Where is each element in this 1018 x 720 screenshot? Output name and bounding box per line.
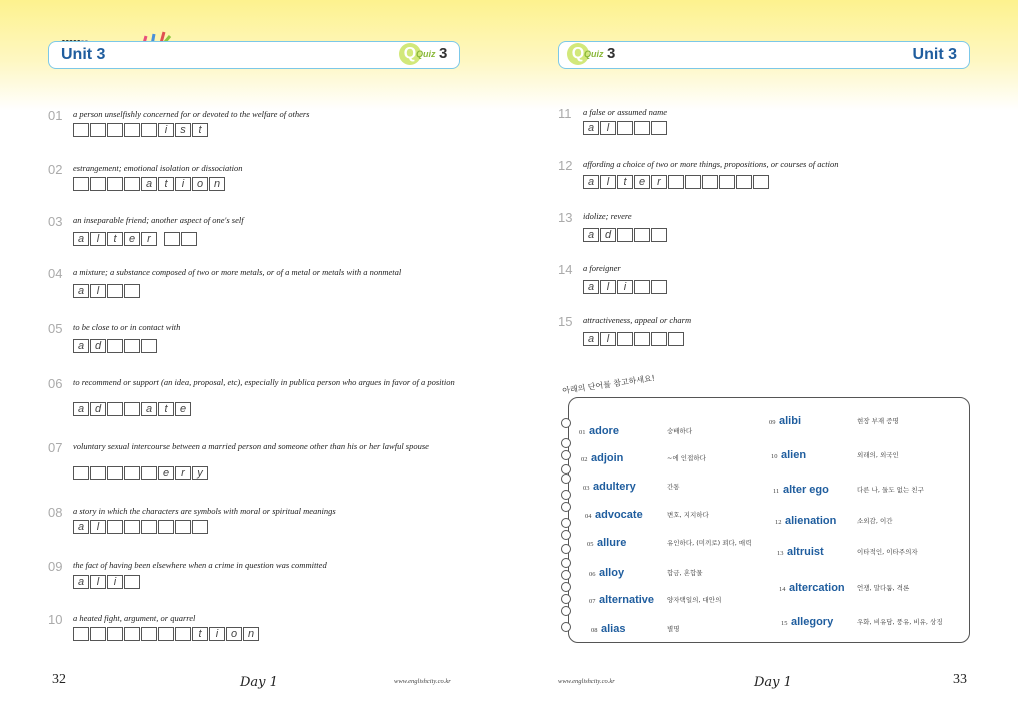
answer-letter-box: e bbox=[634, 175, 650, 189]
binder-ring bbox=[561, 490, 571, 500]
word-meaning: 간통 bbox=[667, 483, 680, 491]
question-definition: voluntary sexual intercourse between a married person and someone other than his or her lawful spouse bbox=[73, 441, 429, 451]
answer-blank-box[interactable] bbox=[90, 466, 106, 480]
question-number: 13 bbox=[558, 210, 573, 225]
answer-blank-box[interactable] bbox=[141, 123, 157, 137]
answer-letter-box: i bbox=[107, 575, 123, 589]
word-term: alias bbox=[601, 623, 626, 635]
question-definition: to recommend or support (an idea, proposal, etc), especially in publica person who argues in favor of a position bbox=[73, 377, 455, 387]
question-number: 10 bbox=[48, 612, 63, 627]
quiz-q-icon: Q bbox=[399, 43, 421, 65]
answer-letter-box: e bbox=[124, 232, 140, 246]
word-reference-note: 아래의 단어를 참고하세요! bbox=[561, 373, 656, 396]
answer-blank-box[interactable] bbox=[73, 177, 89, 191]
answer-letter-box: n bbox=[209, 177, 225, 191]
answer-blank-box[interactable] bbox=[90, 627, 106, 641]
question-number: 12 bbox=[558, 158, 573, 173]
word-number: 04 bbox=[585, 513, 592, 520]
word-meaning: 현장 부재 증명 bbox=[857, 417, 899, 425]
page-number-left: 32 bbox=[52, 672, 66, 687]
answer-blank-box[interactable] bbox=[124, 123, 140, 137]
answer-blank-box[interactable] bbox=[175, 520, 191, 534]
question-definition: an inseparable friend; another aspect of one's self bbox=[73, 215, 244, 225]
question-number: 06 bbox=[48, 376, 63, 391]
word-number: 13 bbox=[777, 550, 784, 557]
binder-ring bbox=[561, 518, 571, 528]
answer-blank-box[interactable] bbox=[634, 121, 650, 135]
answer-letter-box: t bbox=[107, 232, 123, 246]
answer-letter-box: i bbox=[175, 177, 191, 191]
answer-letter-box: a bbox=[583, 280, 599, 294]
answer-blank-box[interactable] bbox=[651, 121, 667, 135]
answer-letter-box: a bbox=[73, 520, 89, 534]
answer-letter-box: a bbox=[73, 232, 89, 246]
answer-boxes bbox=[583, 280, 668, 294]
answer-letter-box: a bbox=[73, 339, 89, 353]
answer-letter-box: l bbox=[600, 280, 616, 294]
word-meaning: 언쟁, 말다툼, 격론 bbox=[857, 584, 910, 592]
answer-blank-box[interactable] bbox=[107, 627, 123, 641]
answer-blank-box[interactable] bbox=[107, 339, 123, 353]
answer-blank-box[interactable] bbox=[634, 280, 650, 294]
word-term: altercation bbox=[789, 582, 845, 594]
answer-blank-box[interactable] bbox=[736, 175, 752, 189]
question-number: 11 bbox=[558, 106, 572, 121]
word-reference-panel bbox=[568, 397, 970, 643]
answer-blank-box[interactable] bbox=[651, 280, 667, 294]
answer-letter-box: i bbox=[209, 627, 225, 641]
answer-letter-box: a bbox=[73, 284, 89, 298]
answer-blank-box[interactable] bbox=[124, 402, 140, 416]
binder-ring bbox=[561, 544, 571, 554]
answer-letter-box: r bbox=[141, 232, 157, 246]
answer-letter-box: o bbox=[192, 177, 208, 191]
left-header-box bbox=[48, 41, 460, 69]
quiz-number: 3 bbox=[607, 45, 616, 62]
answer-blank-box[interactable] bbox=[617, 121, 633, 135]
answer-blank-box[interactable] bbox=[90, 123, 106, 137]
url-left: www.englishcity.co.kr bbox=[394, 678, 451, 685]
answer-boxes bbox=[73, 575, 141, 589]
answer-blank-box[interactable] bbox=[719, 175, 735, 189]
quiz-q-icon: Q bbox=[567, 43, 589, 65]
question-number: 05 bbox=[48, 321, 63, 336]
word-meaning: 우화, 비유담, 풍유, 비유, 상징 bbox=[857, 618, 943, 626]
answer-blank-box[interactable] bbox=[634, 332, 650, 346]
answer-letter-box: y bbox=[192, 466, 208, 480]
answer-letter-box: l bbox=[90, 232, 106, 246]
word-meaning: 변호, 지지하다 bbox=[667, 511, 709, 519]
word-term: adjoin bbox=[591, 452, 624, 464]
word-meaning: 별명 bbox=[667, 625, 680, 633]
word-number: 06 bbox=[589, 571, 596, 578]
answer-blank-box[interactable] bbox=[668, 175, 684, 189]
word-number: 10 bbox=[771, 453, 778, 460]
answer-letter-box: a bbox=[73, 575, 89, 589]
word-number: 12 bbox=[775, 519, 782, 526]
quiz-badge bbox=[399, 43, 469, 67]
page-number-right: 33 bbox=[953, 672, 967, 687]
question-definition: the fact of having been elsewhere when a crime in question was committed bbox=[73, 560, 327, 570]
answer-blank-box[interactable] bbox=[141, 339, 157, 353]
answer-letter-box: s bbox=[175, 123, 191, 137]
answer-letter-box: t bbox=[192, 627, 208, 641]
answer-letter-box: d bbox=[90, 339, 106, 353]
word-term: adultery bbox=[593, 481, 636, 493]
word-term: allure bbox=[597, 537, 627, 549]
word-number: 08 bbox=[591, 627, 598, 634]
answer-letter-box: a bbox=[141, 402, 157, 416]
answer-boxes bbox=[73, 232, 198, 246]
binder-ring bbox=[561, 438, 571, 448]
url-right: www.englishcity.co.kr bbox=[558, 678, 615, 685]
answer-blank-box[interactable] bbox=[668, 332, 684, 346]
answer-letter-box: a bbox=[583, 175, 599, 189]
word-number: 14 bbox=[779, 586, 786, 593]
answer-boxes bbox=[73, 520, 209, 534]
answer-boxes bbox=[73, 402, 192, 416]
answer-blank-box[interactable] bbox=[141, 466, 157, 480]
answer-letter-box: d bbox=[90, 402, 106, 416]
question-definition: affording a choice of two or more things, propositions, or courses of action bbox=[583, 159, 839, 169]
answer-letter-box: t bbox=[192, 123, 208, 137]
unit-label: Unit 3 bbox=[61, 46, 106, 63]
answer-blank-box[interactable] bbox=[124, 284, 140, 298]
answer-blank-box[interactable] bbox=[124, 466, 140, 480]
answer-blank-box[interactable] bbox=[651, 332, 667, 346]
answer-boxes bbox=[583, 121, 668, 135]
answer-letter-box: t bbox=[158, 402, 174, 416]
binder-ring bbox=[561, 464, 571, 474]
word-meaning: 양자택일의, 대안의 bbox=[667, 596, 722, 604]
word-term: alibi bbox=[779, 415, 802, 427]
question-number: 14 bbox=[558, 262, 573, 277]
answer-letter-box: e bbox=[175, 402, 191, 416]
question-number: 02 bbox=[48, 162, 63, 177]
binder-ring bbox=[561, 530, 571, 540]
answer-letter-box: r bbox=[175, 466, 191, 480]
word-term: alien bbox=[781, 449, 807, 461]
answer-letter-box: a bbox=[583, 332, 599, 346]
word-number: 09 bbox=[769, 419, 776, 426]
question-definition: a person unselfishly concerned for or devoted to the welfare of others bbox=[73, 109, 310, 119]
answer-letter-box: i bbox=[617, 280, 633, 294]
quiz-word: Quiz bbox=[416, 49, 436, 59]
question-definition: a mixture; a substance composed of two or more metals, or of a metal or metals with a nonmetal bbox=[73, 267, 402, 277]
answer-blank-box[interactable] bbox=[753, 175, 769, 189]
answer-blank-box[interactable] bbox=[181, 232, 197, 246]
quiz-badge bbox=[567, 43, 637, 67]
word-number: 05 bbox=[587, 541, 594, 548]
answer-blank-box[interactable] bbox=[73, 627, 89, 641]
answer-boxes bbox=[583, 175, 770, 189]
word-term: allegory bbox=[791, 616, 834, 628]
answer-boxes bbox=[73, 123, 209, 137]
binder-ring bbox=[561, 558, 571, 568]
answer-letter-box: t bbox=[158, 177, 174, 191]
answer-blank-box[interactable] bbox=[73, 123, 89, 137]
answer-blank-box[interactable] bbox=[141, 627, 157, 641]
quiz-number: 3 bbox=[439, 45, 448, 62]
answer-blank-box[interactable] bbox=[107, 177, 123, 191]
word-number: 01 bbox=[579, 429, 586, 436]
word-meaning: 유인하다, (미끼로) 꾀다, 매력 bbox=[667, 539, 752, 547]
word-number: 02 bbox=[581, 456, 588, 463]
binder-ring bbox=[561, 474, 571, 484]
answer-blank-box[interactable] bbox=[634, 228, 650, 242]
question-number: 07 bbox=[48, 440, 63, 455]
binder-ring bbox=[561, 622, 571, 632]
question-definition: attractiveness, appeal or charm bbox=[583, 315, 692, 325]
word-term: advocate bbox=[595, 509, 643, 521]
word-meaning: 다른 나, 둘도 없는 친구 bbox=[857, 486, 924, 494]
question-definition: a false or assumed name bbox=[583, 107, 668, 117]
answer-blank-box[interactable] bbox=[124, 575, 140, 589]
answer-letter-box: e bbox=[158, 466, 174, 480]
word-number: 15 bbox=[781, 620, 788, 627]
question-definition: to be close to or in contact with bbox=[73, 322, 181, 332]
word-number: 07 bbox=[589, 598, 596, 605]
answer-blank-box[interactable] bbox=[685, 175, 701, 189]
answer-boxes bbox=[583, 228, 668, 242]
answer-letter-box: l bbox=[90, 520, 106, 534]
binder-ring bbox=[561, 450, 571, 460]
word-meaning: 외래의, 외국인 bbox=[857, 451, 899, 459]
day-label-left: Day 1 bbox=[240, 675, 278, 690]
binder-ring bbox=[561, 582, 571, 592]
answer-letter-box: a bbox=[583, 228, 599, 242]
word-number: 11 bbox=[773, 488, 780, 495]
answer-letter-box: a bbox=[583, 121, 599, 135]
question-number: 03 bbox=[48, 214, 63, 229]
word-meaning: 이타적인, 이타주의자 bbox=[857, 548, 918, 556]
word-number: 03 bbox=[583, 485, 590, 492]
answer-blank-box[interactable] bbox=[651, 228, 667, 242]
answer-blank-box[interactable] bbox=[107, 466, 123, 480]
answer-blank-box[interactable] bbox=[107, 123, 123, 137]
answer-blank-box[interactable] bbox=[164, 232, 180, 246]
answer-blank-box[interactable] bbox=[90, 177, 106, 191]
answer-blank-box[interactable] bbox=[124, 339, 140, 353]
answer-blank-box[interactable] bbox=[141, 520, 157, 534]
answer-blank-box[interactable] bbox=[158, 627, 174, 641]
word-term: alloy bbox=[599, 567, 625, 579]
answer-blank-box[interactable] bbox=[124, 627, 140, 641]
word-term: alternative bbox=[599, 594, 655, 606]
unit-label: Unit 3 bbox=[912, 46, 957, 63]
answer-letter-box: d bbox=[600, 228, 616, 242]
answer-boxes bbox=[73, 284, 141, 298]
word-meaning: ~에 인접하다 bbox=[667, 454, 706, 462]
answer-letter-box: l bbox=[90, 575, 106, 589]
question-definition: estrangement; emotional isolation or dissociation bbox=[73, 163, 243, 173]
answer-boxes bbox=[73, 627, 260, 641]
binder-ring bbox=[561, 502, 571, 512]
answer-blank-box[interactable] bbox=[73, 466, 89, 480]
word-term: alter ego bbox=[783, 484, 829, 496]
answer-letter-box: o bbox=[226, 627, 242, 641]
word-term: alienation bbox=[785, 515, 837, 527]
question-number: 15 bbox=[558, 314, 573, 329]
word-meaning: 합금, 혼합물 bbox=[667, 569, 703, 577]
answer-blank-box[interactable] bbox=[175, 627, 191, 641]
word-term: altruist bbox=[787, 546, 824, 558]
question-number: 04 bbox=[48, 266, 63, 281]
right-header-box bbox=[558, 41, 970, 69]
answer-letter-box: t bbox=[617, 175, 633, 189]
word-meaning: 소외감, 이간 bbox=[857, 517, 893, 525]
answer-letter-box: l bbox=[90, 284, 106, 298]
answer-blank-box[interactable] bbox=[158, 520, 174, 534]
answer-boxes bbox=[583, 332, 685, 346]
answer-letter-box: a bbox=[141, 177, 157, 191]
answer-blank-box[interactable] bbox=[124, 520, 140, 534]
question-definition: a story in which the characters are symbols with moral or spiritual meanings bbox=[73, 506, 336, 516]
answer-blank-box[interactable] bbox=[617, 332, 633, 346]
question-definition: a heated fight, argument, or quarrel bbox=[73, 613, 196, 623]
answer-letter-box: l bbox=[600, 121, 616, 135]
question-definition: a foreigner bbox=[583, 263, 621, 273]
answer-boxes bbox=[73, 339, 158, 353]
word-meaning: 숭배하다 bbox=[667, 427, 693, 435]
answer-letter-box: a bbox=[73, 402, 89, 416]
question-number: 09 bbox=[48, 559, 63, 574]
answer-blank-box[interactable] bbox=[107, 402, 123, 416]
answer-letter-box: l bbox=[600, 332, 616, 346]
binder-ring bbox=[561, 418, 571, 428]
answer-boxes bbox=[73, 466, 209, 480]
answer-letter-box: i bbox=[158, 123, 174, 137]
answer-letter-box: r bbox=[651, 175, 667, 189]
answer-boxes bbox=[73, 177, 226, 191]
day-label-right: Day 1 bbox=[754, 675, 792, 690]
answer-blank-box[interactable] bbox=[617, 228, 633, 242]
answer-blank-box[interactable] bbox=[124, 177, 140, 191]
answer-letter-box: l bbox=[600, 175, 616, 189]
answer-blank-box[interactable] bbox=[107, 284, 123, 298]
question-number: 01 bbox=[48, 108, 63, 123]
binder-ring bbox=[561, 594, 571, 604]
question-number: 08 bbox=[48, 505, 63, 520]
answer-blank-box[interactable] bbox=[107, 520, 123, 534]
answer-letter-box: n bbox=[243, 627, 259, 641]
question-definition: idolize; revere bbox=[583, 211, 632, 221]
binder-ring bbox=[561, 570, 571, 580]
answer-blank-box[interactable] bbox=[702, 175, 718, 189]
quiz-word: Quiz bbox=[584, 49, 604, 59]
binder-ring bbox=[561, 606, 571, 616]
answer-blank-box[interactable] bbox=[192, 520, 208, 534]
word-term: adore bbox=[589, 425, 619, 437]
